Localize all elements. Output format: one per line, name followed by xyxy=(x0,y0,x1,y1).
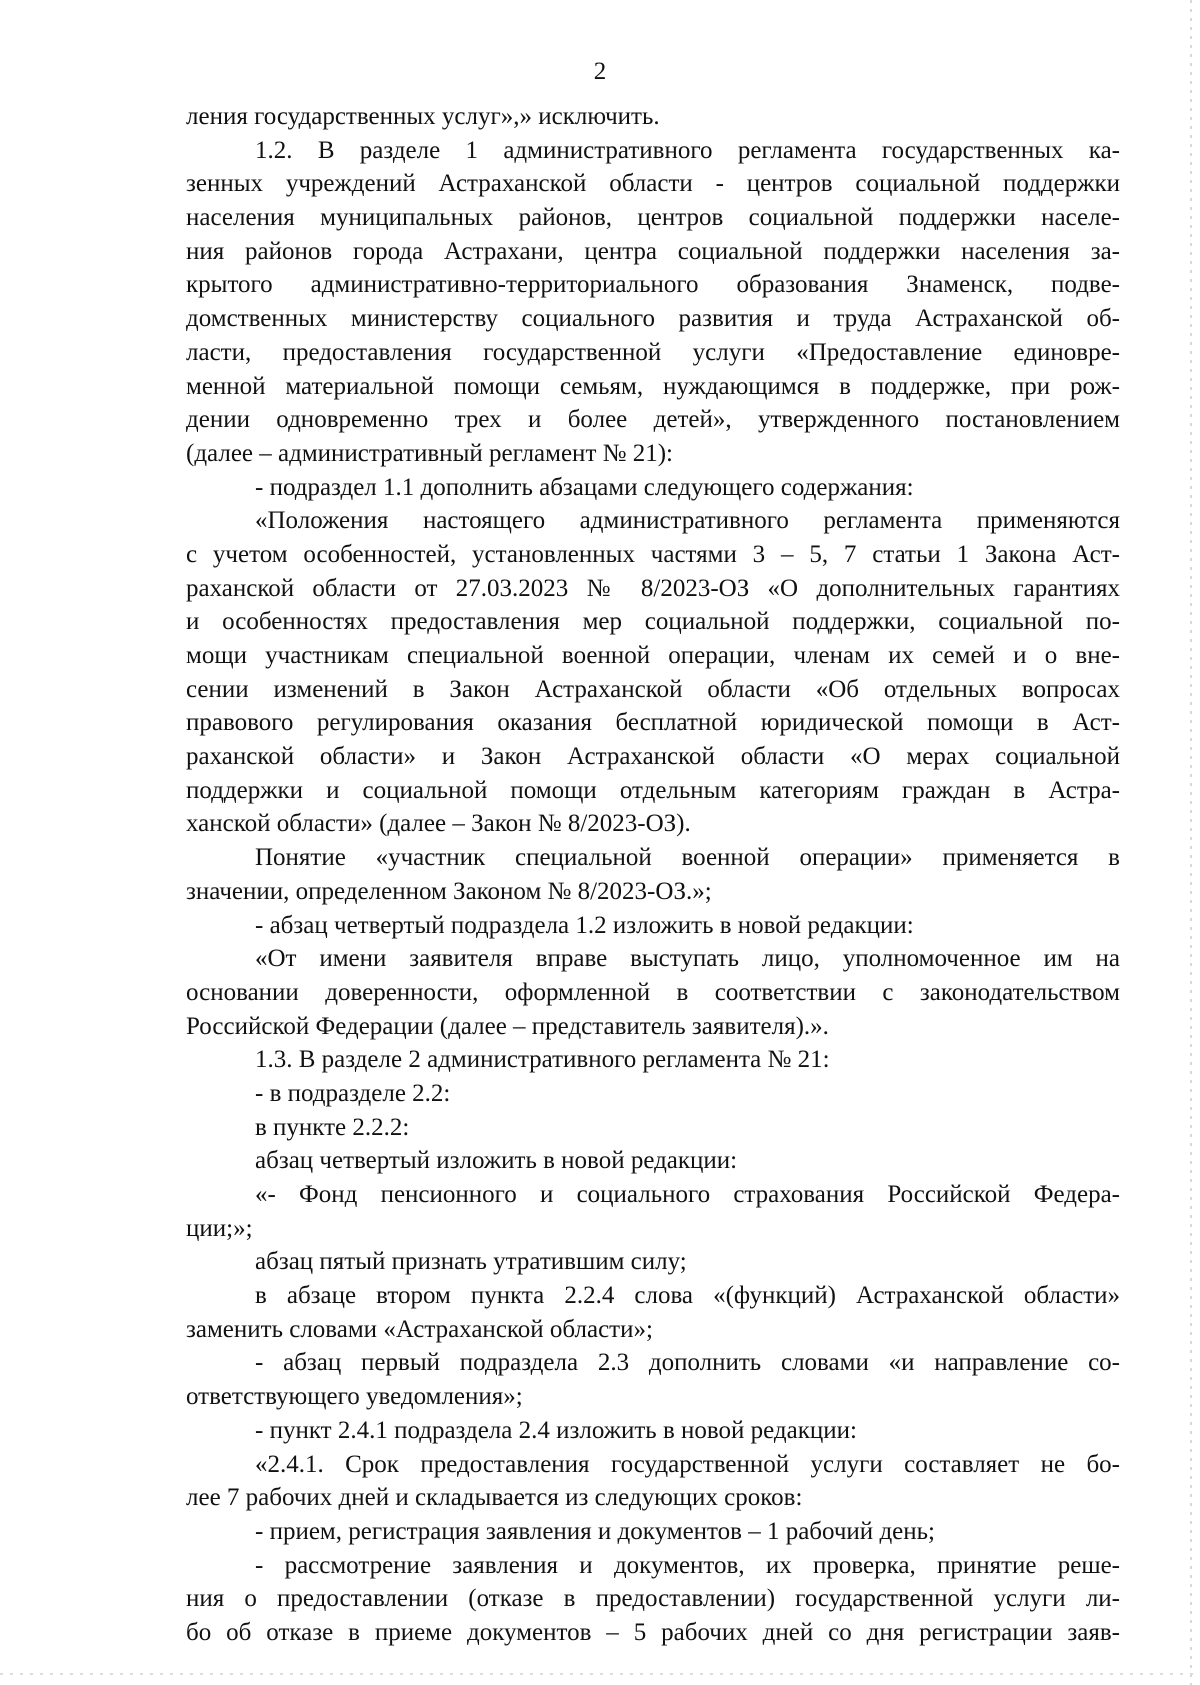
text-line: 1.3. В разделе 2 административного регламента № 21: xyxy=(255,1046,830,1074)
text-line: ления государственных услуг»,» исключить. xyxy=(186,103,660,130)
text-line: в пункте 2.2.2: xyxy=(255,1113,410,1141)
text-line: раханской области от 27.03.2023 № 8/2023-ОЗ «О дополнительных гарантиях xyxy=(186,574,1120,602)
text-line: зенных учреждений Астраханской области - центров социальной поддержки xyxy=(186,170,1120,198)
text-line: ния о предоставлении (отказе в предоставлении) государственной услуги ли- xyxy=(186,1585,1120,1613)
text-line: - подраздел 1.1 дополнить абзацами следующего содержания: xyxy=(255,473,914,501)
text-line: лее 7 рабочих дней и складывается из следующих сроков: xyxy=(186,1484,803,1512)
text-line: сении изменений в Закон Астраханской области «Об отдельных вопросах xyxy=(186,675,1120,703)
text-line: правового регулирования оказания бесплатной юридической помощи в Аст- xyxy=(186,709,1120,737)
scan-edge-bottom xyxy=(0,1673,1200,1675)
text-line: населения муниципальных районов, центров социальной поддержки населе- xyxy=(186,204,1120,232)
text-line: - рассмотрение заявления и документов, их проверка, принятие реше- xyxy=(255,1551,1120,1579)
text-line: ции;»; xyxy=(186,1214,253,1242)
text-line: «Положения настоящего административного регламента применяются xyxy=(255,507,1120,535)
text-line: ответствующего уведомления»; xyxy=(186,1383,523,1411)
text-line: с учетом особенностей, установленных частями 3 – 5, 7 статьи 1 Закона Аст- xyxy=(186,540,1120,568)
text-line: «2.4.1. Срок предоставления государственной услуги составляет не бо- xyxy=(255,1450,1120,1478)
scan-edge-right xyxy=(1190,0,1192,1685)
text-line: основании доверенности, оформленной в соответствии с законодательством xyxy=(186,978,1120,1006)
text-line: бо об отказе в приеме документов – 5 рабочих дней со дня регистрации заяв- xyxy=(186,1618,1120,1646)
text-line: мощи участникам специальной военной операции, членам их семей и о вне- xyxy=(186,642,1120,669)
text-line: 1.2. В разделе 1 административного регламента государственных ка- xyxy=(255,136,1120,164)
text-line: домственных министерству социального развития и труда Астраханской об- xyxy=(186,305,1120,333)
text-line: «- Фонд пенсионного и социального страхования Российской Федера- xyxy=(255,1181,1120,1208)
text-line: абзац четвертый изложить в новой редакции: xyxy=(255,1147,738,1175)
text-line: в абзаце втором пункта 2.2.4 слова «(функций) Астраханской области» xyxy=(255,1282,1120,1310)
text-line: - абзац четвертый подраздела 1.2 изложить в новой редакции: xyxy=(255,911,914,939)
text-line: - абзац первый подраздела 2.3 дополнить словами «и направление со- xyxy=(255,1349,1120,1377)
text-line: - в подразделе 2.2: xyxy=(255,1079,451,1107)
text-line: Понятие «участник специальной военной операции» применяется в xyxy=(255,844,1120,872)
text-line: Российской Федерации (далее – представитель заявителя).». xyxy=(186,1012,829,1040)
text-line: дении одновременно трех и более детей», утвержденного постановлением xyxy=(186,406,1120,434)
text-line: раханской области» и Закон Астраханской области «О мерах социальной xyxy=(186,743,1120,771)
text-line: - пункт 2.4.1 подраздела 2.4 изложить в новой редакции: xyxy=(255,1416,857,1444)
text-line: заменить словами «Астраханской области»; xyxy=(186,1315,653,1343)
text-line: и особенностях предоставления мер социальной поддержки, социальной по- xyxy=(186,608,1120,636)
text-line: значении, определенном Законом № 8/2023-ОЗ.»; xyxy=(186,877,712,905)
text-line: «От имени заявителя вправе выступать лицо, уполномоченное им на xyxy=(255,945,1120,973)
document-body xyxy=(186,100,1120,1650)
text-line: (далее – административный регламент № 21): xyxy=(186,439,673,467)
text-line: ласти, предоставления государственной услуги «Предоставление единовре- xyxy=(186,338,1120,366)
text-line: абзац пятый признать утратившим силу; xyxy=(255,1248,687,1276)
text-line: крытого административно-территориального образования Знаменск, подве- xyxy=(186,271,1120,299)
text-line: - прием, регистрация заявления и документов – 1 рабочий день; xyxy=(255,1517,935,1545)
text-line: ния районов города Астрахани, центра социальной поддержки населения за- xyxy=(186,237,1120,265)
text-line: ханской области» (далее – Закон № 8/2023-ОЗ). xyxy=(186,810,691,838)
text-line: поддержки и социальной помощи отдельным категориям граждан в Астра- xyxy=(186,776,1120,804)
text-line: менной материальной помощи семьям, нуждающимся в поддержке, при рож- xyxy=(186,372,1120,400)
page-number: 2 xyxy=(593,58,607,85)
